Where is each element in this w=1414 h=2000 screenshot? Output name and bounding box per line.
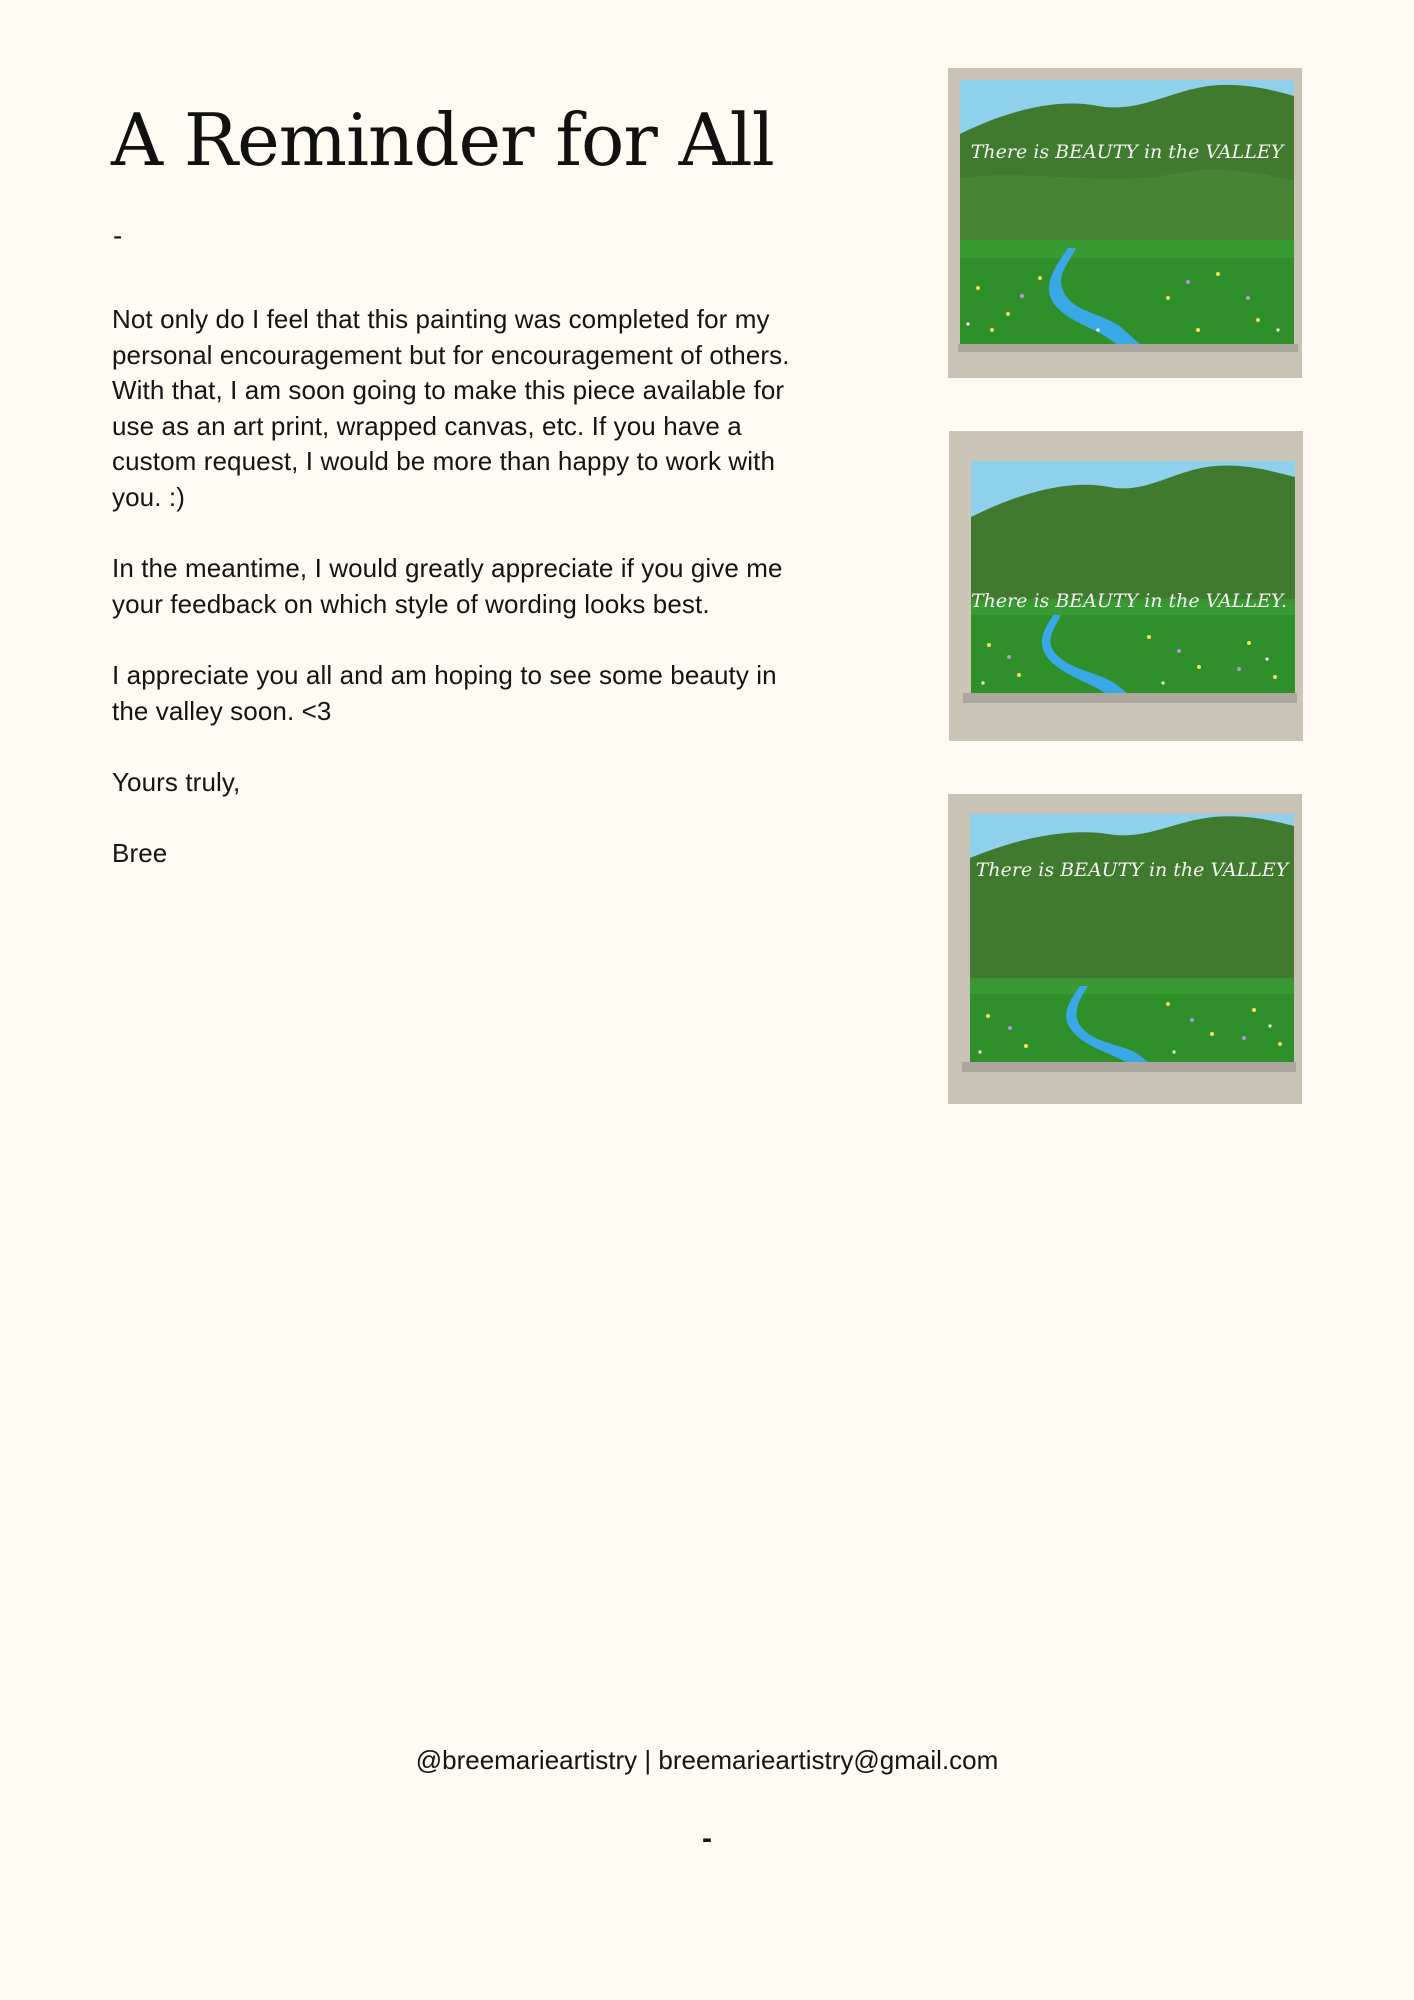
painting-caption-2: There is BEAUTY in the VALLEY. (970, 590, 1288, 612)
footer-contact: @breemarieartistry | breemarieartistry@gmail.com (415, 1745, 999, 1775)
paragraph-closing: I appreciate you all and am hoping to see some beauty in the valley soon. <3 (112, 659, 777, 726)
page-title: A Reminder for All (111, 98, 774, 182)
paragraph-intro: Not only do I feel that this painting was completed for my personal encouragement but for encouragement of others. With that, I am soon going to make this piece available for use as an art print, wrapped canvas, etc. If you have a custom request, I would be more than happy to work with you. :) (112, 304, 790, 512)
divider-top: - (113, 220, 123, 251)
letter-body (112, 302, 892, 907)
signature-name: Bree (112, 837, 168, 868)
signoff: Yours truly, (112, 766, 241, 797)
divider-bottom: - (702, 1822, 712, 1855)
paragraph-feedback: In the meantime, I would greatly appreciate if you give me your feedback on which style of wording looks best. (112, 553, 783, 619)
painting-photo-2 (949, 431, 1303, 741)
painting-caption-3: There is BEAUTY in the VALLEY (975, 859, 1289, 881)
painting-photo-1 (948, 68, 1302, 378)
painting-caption-1: There is BEAUTY in the VALLEY (970, 141, 1284, 163)
painting-photo-3 (948, 794, 1302, 1104)
